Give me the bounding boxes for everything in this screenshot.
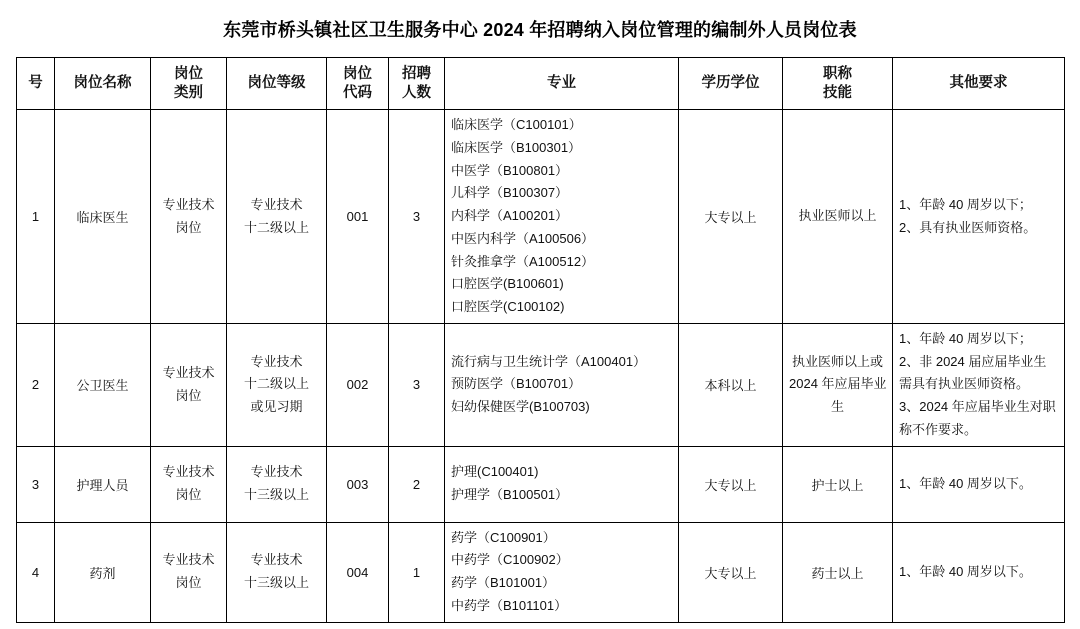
page-title: 东莞市桥头镇社区卫生服务中心 2024 年招聘纳入岗位管理的编制外人员岗位表 xyxy=(223,20,857,40)
cell-position-code: 002 xyxy=(327,323,389,446)
major-item: 针灸推拿学（A100512） xyxy=(451,253,595,269)
cell-position-level xyxy=(227,110,327,324)
cell-position-category-line2: 岗位 xyxy=(175,487,202,503)
cell-education: 本科以上 xyxy=(679,323,783,446)
cell-other-requirements xyxy=(893,446,1065,522)
major-item: 中医内科学（A100506） xyxy=(451,230,595,246)
cell-position-category xyxy=(151,110,227,324)
major-item: 临床医学（B100301） xyxy=(451,139,582,155)
cell-number: 2 xyxy=(17,323,55,446)
cell-position-category xyxy=(151,323,227,446)
requirement-item: 2、具有执业医师资格。 xyxy=(899,219,1037,235)
cell-major xyxy=(445,522,679,622)
column-header-position-category xyxy=(151,58,227,110)
column-header-position-category-line1: 岗位 xyxy=(174,65,203,82)
major-item: 中医学（B100801） xyxy=(451,162,569,178)
cell-position-name: 药剂 xyxy=(55,522,151,622)
requirement-item: 1、年龄 40 周岁以下。 xyxy=(899,563,1032,579)
cell-number: 4 xyxy=(17,522,55,622)
cell-number: 1 xyxy=(17,110,55,324)
table-row xyxy=(17,522,1065,622)
cell-position-category-line1: 专业技术 xyxy=(162,365,215,381)
cell-position-level-line1: 专业技术 xyxy=(250,196,303,212)
cell-title-skill-line3: 生 xyxy=(830,399,844,415)
column-header-position-category-line2: 类别 xyxy=(174,84,203,101)
major-item: 口腔医学(C100102) xyxy=(451,299,565,315)
cell-headcount: 1 xyxy=(389,522,445,622)
cell-headcount: 3 xyxy=(389,323,445,446)
cell-other-requirements xyxy=(893,522,1065,622)
cell-position-level xyxy=(227,522,327,622)
cell-position-category xyxy=(151,522,227,622)
cell-education: 大专以上 xyxy=(679,110,783,324)
cell-position-level-line1: 专业技术 xyxy=(250,353,303,369)
cell-position-level-line3: 或见习期 xyxy=(250,399,303,415)
cell-title-skill: 护士以上 xyxy=(783,446,893,522)
major-item: 护理(C100401) xyxy=(451,464,539,480)
cell-position-code: 004 xyxy=(327,522,389,622)
table-row xyxy=(17,446,1065,522)
cell-position-level xyxy=(227,323,327,446)
major-item: 中药学（B101101） xyxy=(451,597,568,613)
cell-title-skill-line1: 执业医师以上或 xyxy=(791,353,883,369)
column-header-position-code xyxy=(327,58,389,110)
column-header-headcount-line1: 招聘 xyxy=(402,65,431,82)
major-item: 药学（B101001） xyxy=(451,575,556,591)
major-item: 口腔医学(B100601) xyxy=(451,276,564,292)
cell-title-skill-line1: 执业医师以上 xyxy=(798,208,877,224)
major-item: 临床医学（C100101） xyxy=(451,117,582,133)
column-header-education: 学历学位 xyxy=(679,58,783,110)
table-header-row xyxy=(17,58,1065,110)
cell-position-level-line1: 专业技术 xyxy=(250,552,303,568)
table-row xyxy=(17,110,1065,324)
major-item: 护理学（B100501） xyxy=(451,487,569,503)
major-item: 中药学（C100902） xyxy=(451,552,569,568)
cell-position-level xyxy=(227,446,327,522)
major-item: 儿科学（B100307） xyxy=(451,185,569,201)
cell-other-requirements xyxy=(893,110,1065,324)
cell-title-skill-line2: 2024 年应届毕业 xyxy=(789,376,887,392)
cell-education: 大专以上 xyxy=(679,446,783,522)
cell-position-category-line2: 岗位 xyxy=(175,219,202,235)
major-item: 预防医学（B100701） xyxy=(451,376,582,392)
cell-position-name: 公卫医生 xyxy=(55,323,151,446)
cell-major xyxy=(445,446,679,522)
cell-other-requirements xyxy=(893,323,1065,446)
cell-position-category-line1: 专业技术 xyxy=(162,196,215,212)
cell-headcount: 3 xyxy=(389,110,445,324)
cell-position-name: 临床医生 xyxy=(55,110,151,324)
cell-number: 3 xyxy=(17,446,55,522)
table-container xyxy=(0,57,1080,623)
requirement-item: 1、年龄 40 周岁以下； xyxy=(899,196,1032,212)
cell-position-code: 001 xyxy=(327,110,389,324)
column-header-position-code-line1: 岗位 xyxy=(343,65,372,82)
requirement-item: 2、非 2024 届应届毕业生需具有执业医师资格。 xyxy=(899,353,1047,392)
column-header-title-skill xyxy=(783,58,893,110)
requirement-item: 3、2024 年应届毕业生对职称不作要求。 xyxy=(899,399,1056,437)
cell-position-category-line1: 专业技术 xyxy=(162,464,215,480)
major-item: 内科学（A100201） xyxy=(451,208,569,224)
major-item: 妇幼保健医学(B100703) xyxy=(451,399,590,415)
cell-position-level-line2: 十三级以上 xyxy=(243,575,309,591)
column-header-position-name: 岗位名称 xyxy=(55,58,151,110)
cell-position-level-line2: 十二级以上 xyxy=(243,219,309,235)
cell-position-level-line1: 专业技术 xyxy=(250,464,303,480)
cell-position-category-line1: 专业技术 xyxy=(162,552,215,568)
column-header-position-level: 岗位等级 xyxy=(227,58,327,110)
cell-title-skill xyxy=(783,323,893,446)
cell-position-level-line2: 十三级以上 xyxy=(243,487,309,503)
cell-education: 大专以上 xyxy=(679,522,783,622)
column-header-major: 专业 xyxy=(445,58,679,110)
column-header-headcount-line2: 人数 xyxy=(402,84,431,101)
major-item: 流行病与卫生统计学（A100401） xyxy=(451,353,647,369)
cell-title-skill: 药士以上 xyxy=(783,522,893,622)
job-positions-table xyxy=(16,57,1065,623)
cell-position-category-line2: 岗位 xyxy=(175,387,202,403)
cell-position-name: 护理人员 xyxy=(55,446,151,522)
cell-headcount: 2 xyxy=(389,446,445,522)
cell-position-category-line2: 岗位 xyxy=(175,575,202,591)
column-header-number: 号 xyxy=(17,58,55,110)
cell-major xyxy=(445,110,679,324)
cell-position-level-line2: 十二级以上 xyxy=(243,376,309,392)
column-header-headcount xyxy=(389,58,445,110)
major-item: 药学（C100901） xyxy=(451,529,556,545)
column-header-title-skill-line2: 技能 xyxy=(823,84,852,101)
requirement-item: 1、年龄 40 周岁以下。 xyxy=(899,475,1032,491)
cell-position-code: 003 xyxy=(327,446,389,522)
column-header-title-skill-line1: 职称 xyxy=(823,65,852,82)
cell-title-skill xyxy=(783,110,893,324)
requirement-item: 1、年龄 40 周岁以下； xyxy=(899,330,1032,346)
cell-major xyxy=(445,323,679,446)
column-header-other-requirements: 其他要求 xyxy=(893,58,1065,110)
table-row xyxy=(17,323,1065,446)
cell-position-category xyxy=(151,446,227,522)
column-header-position-code-line2: 代码 xyxy=(343,84,372,101)
